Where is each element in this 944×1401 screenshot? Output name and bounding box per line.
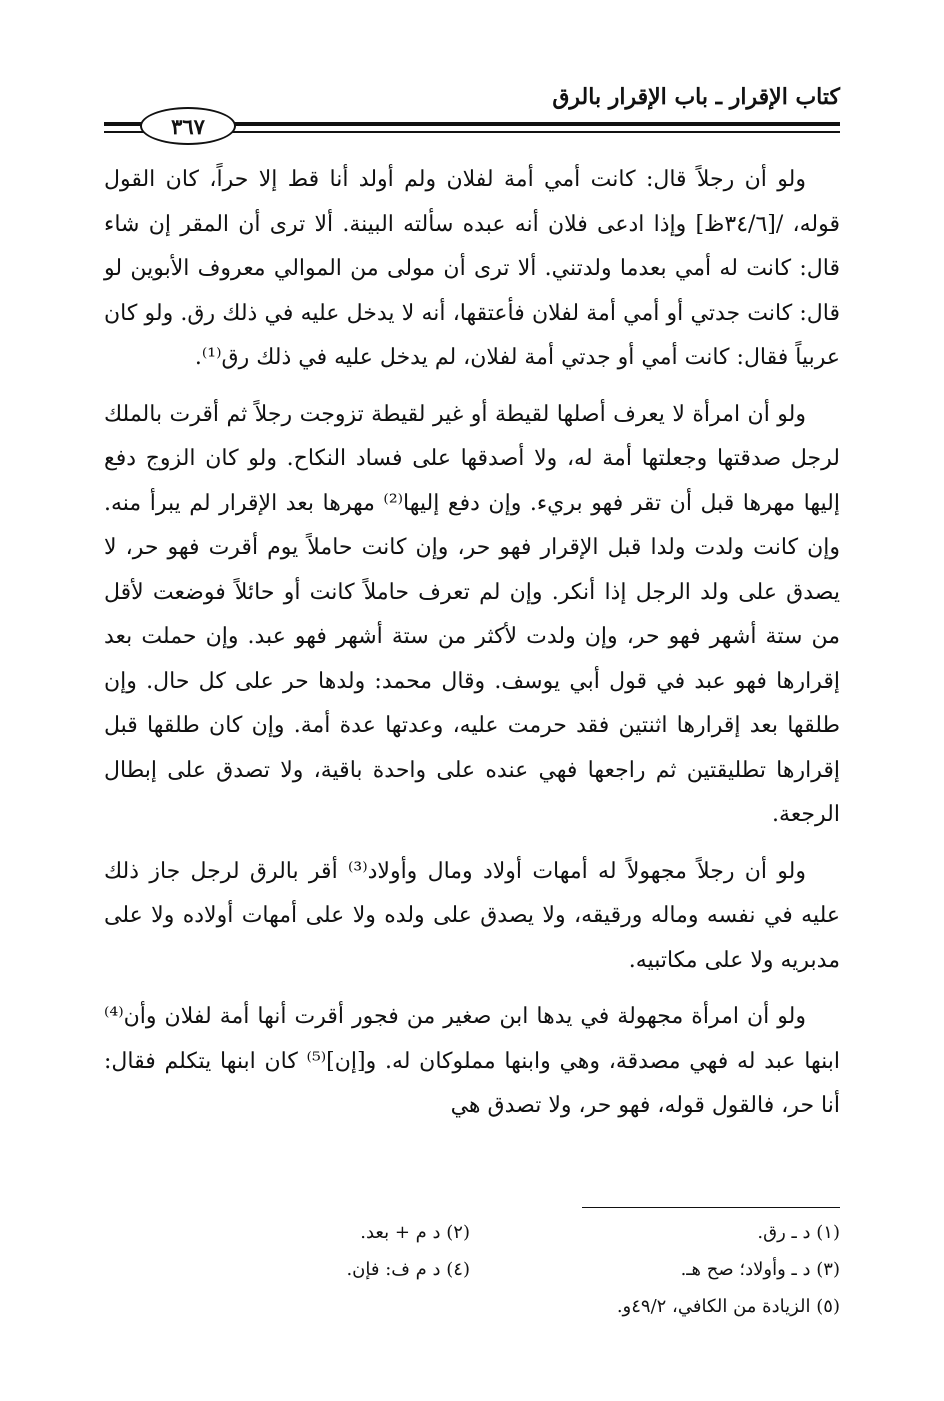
footnote: [757, 1222, 840, 1243]
page-number: ٣٦٧: [140, 107, 236, 145]
footnote: [617, 1296, 840, 1317]
footnote: [681, 1259, 840, 1280]
footnote: [346, 1259, 470, 1280]
footnote-number: (١): [816, 1222, 840, 1243]
footnote: [360, 1222, 470, 1243]
footnote-number: (٢): [446, 1222, 470, 1243]
footnote-text: د ـ رق.: [757, 1222, 811, 1243]
footnote-text: د ـ وأولاد؛ صح هـ.: [680, 1259, 811, 1280]
main-text: [104, 158, 840, 1129]
running-header: كتاب الإقرار ـ باب الإقرار بالرق: [552, 84, 840, 110]
paragraph: ولو أن رجلاً مجهولاً له أمهات أولاد ومال وأولاد⁽³⁾ أقر بالرق لرجل جاز ذلك عليه في نفسه وماله ورقيقه، ولا يصدق على ولده ولا على أمهات أولاده ولا على مدبريه ولا على مكاتبيه.: [104, 858, 840, 973]
footnote-number: (٣): [816, 1259, 840, 1280]
paragraph: ولو أن امرأة مجهولة في يدها ابن صغير من فجور أقرت أنها أمة لفلان وأن⁽⁴⁾ ابنها عبد له فهي مصدقة، وهي وابنها مملوكان له. و[إن]⁽⁵⁾ كان ابنها يتكلم فقال: أنا حر، فالقول قوله، فهو حر، ولا تصدق هي: [104, 1004, 840, 1118]
footnote-text: الزيادة من الكافي، ٤٩/٢و.: [616, 1296, 811, 1317]
paragraph: ولو أن رجلاً قال: كانت أمي أمة لفلان ولم أولد أنا قط إلا حراً، كان القول قوله، /[٣٤/٦ظ] وإذا ادعى فلان أنه عبده سألته البينة. ألا ترى أن المقر إن شاء قال: كانت له أمي بعدما ولدتني. ألا ترى أن مولى من الموالي معروف الأبوين لو قال: كانت جدتي أو أمي أمة لفلان فأعتقها، أنه لا يدخل عليه في ذلك رق. ولو كان عربياً فقال: كانت أمي أو جدتي أمة لفلان، لم يدخل عليه في ذلك رق⁽¹⁾.: [104, 167, 840, 370]
footnote-number: (٥): [816, 1296, 840, 1317]
footnote-text: د م ف: فإن.: [346, 1259, 441, 1280]
footnote-rule: [582, 1207, 840, 1208]
footnote-text: د م + بعد.: [360, 1222, 441, 1243]
paragraph: ولو أن امرأة لا يعرف أصلها لقيطة أو غير لقيطة تزوجت رجلاً ثم أقرت بالملك لرجل صدقتها وجعلتها أمة له، ولا أصدقها على فساد النكاح. ولو كان الزوج دفع إليها مهرها قبل أن تقر فهو بريء. وإن دفع إليها⁽²⁾ مهرها بعد الإقرار لم يبرأ منه. وإن كانت ولدت ولدا قبل الإقرار فهو حر، وإن كانت حاملاً يوم أقرت فهو حر، لا يصدق على ولد الرجل إذا أنكر. وإن لم تعرف حاملاً كانت أو حائلاً فوضعت لأقل من ستة أشهر فهو حر، وإن ولدت لأكثر من ستة أشهر فهو عبد. وإن حملت بعد إقرارها فهو عبد في قول أبي يوسف. وقال محمد: ولدها حر على كل حال. وإن طلقها بعد إقرارها اثنتين فقد حرمت عليه، وعدتها عدة أمة. وإن كان طلقها قبل إقرارها تطليقتين ثم راجعها فهي عنده على واحدة باقية، ولا تصدق على إبطال الرجعة.: [104, 401, 840, 827]
footnote-number: (٤): [446, 1259, 470, 1280]
